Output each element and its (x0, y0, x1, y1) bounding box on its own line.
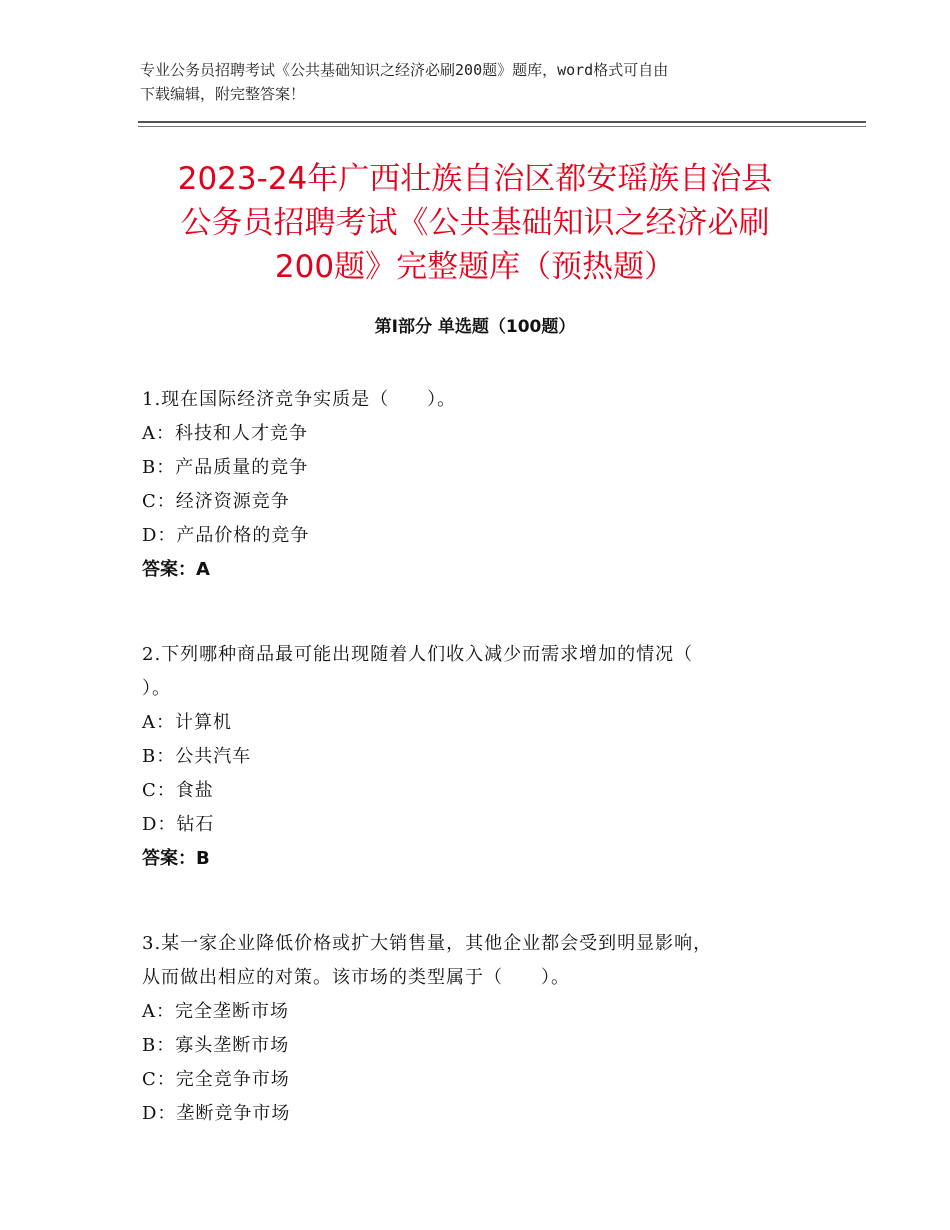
question-list (142, 383, 802, 1182)
question-stem: 1.现在国际经济竞争实质是（ ）。 (142, 389, 457, 410)
header-divider-thin (138, 126, 866, 127)
question-stem-cont: 从而做出相应的对策。该市场的类型属于（ ）。 (142, 967, 570, 988)
option-a: A：完全垄断市场 (142, 1001, 289, 1022)
header-note-line: 专业公务员招聘考试《公共基础知识之经济必刷200题》题库，word格式可自由 (140, 61, 669, 79)
option-b: B：产品质量的竞争 (142, 457, 309, 478)
option-c: C：食盐 (142, 780, 214, 801)
answer: 答案：B (142, 848, 210, 869)
question-2 (142, 638, 802, 876)
header-note-line: 下载编辑，附完整答案！ (140, 85, 306, 103)
section-title: 第Ⅰ部分 单选题（100题） (374, 317, 576, 337)
option-c: C：完全竞争市场 (142, 1069, 290, 1090)
option-c: C：经济资源竞争 (142, 491, 290, 512)
header-note (140, 58, 820, 106)
answer: 答案：A (142, 559, 210, 580)
option-a: A：科技和人才竞争 (142, 423, 308, 444)
document-title (120, 157, 830, 289)
option-d: D：钻石 (142, 814, 215, 835)
question-stem: 2.下列哪种商品最可能出现随着人们收入减少而需求增加的情况（ (142, 644, 694, 665)
question-stem: 3.某一家企业降低价格或扩大销售量，其他企业都会受到明显影响， (142, 933, 713, 954)
option-b: B：寡头垄断市场 (142, 1035, 290, 1056)
question-3 (142, 927, 802, 1131)
title-line: 公务员招聘考试《公共基础知识之经济必刷 (180, 205, 770, 241)
option-d: D：垄断竞争市场 (142, 1103, 291, 1124)
header-divider (138, 121, 866, 123)
question-stem-cont: ）。 (142, 678, 171, 699)
title-line: 2023-24年广西壮族自治区都安瑶族自治县 (177, 161, 773, 197)
question-1 (142, 383, 802, 587)
title-line: 200题》完整题库（预热题） (274, 249, 676, 285)
option-a: A：计算机 (142, 712, 232, 733)
option-b: B：公共汽车 (142, 746, 252, 767)
option-d: D：产品价格的竞争 (142, 525, 310, 546)
